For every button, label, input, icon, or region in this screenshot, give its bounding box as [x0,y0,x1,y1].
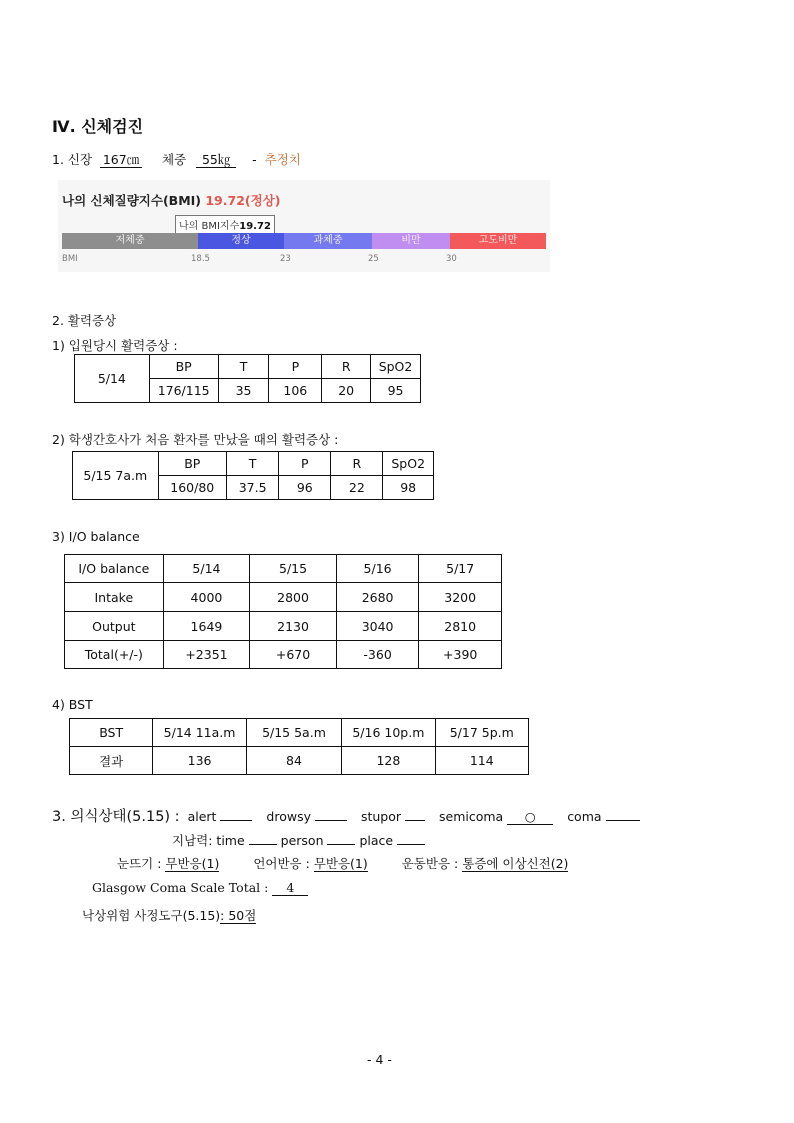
vitals1-header: SpO2 [371,355,421,379]
io-header: 5/15 [250,555,337,583]
dash: - [252,152,257,167]
io-cell: 2810 [419,612,502,641]
option-coma: coma [567,809,602,824]
fall-value: : 50점 [220,908,257,923]
io-header: 5/14 [163,555,250,583]
io-cell: +670 [250,641,337,669]
section-title: Ⅳ. 신체검진 [52,117,144,136]
io-cell: 2680 [336,583,419,612]
bmi-bar-normal: 정상 [198,233,284,249]
vitals1-value: 95 [371,379,421,403]
io-cell: -360 [336,641,419,669]
bst-header: 5/17 5p.m [435,719,528,747]
gcs-total-line [92,880,308,896]
bst-header: 5/15 5a.m [246,719,341,747]
height-label: 1. 신장 [52,152,93,167]
stupor-blank [405,820,425,821]
bmi-axis-label: BMI [62,254,78,264]
vitals1-header: R [322,355,371,379]
vitals1-date: 5/14 [75,355,150,403]
option-drowsy: drowsy [266,809,311,824]
vitals1-header: T [218,355,269,379]
io-header: I/O balance [65,555,164,583]
bmi-tag-value: 19.72 [239,221,271,232]
vitals1-caption: 1) 입원당시 활력증상 : [52,338,178,353]
bst-cell: 128 [342,747,435,775]
weight-value: 55㎏ [196,153,236,168]
vitals2-value: 96 [279,476,331,500]
bmi-chart [58,180,550,272]
orientation-line [172,831,425,849]
vitals2-caption: 2) 학생간호사가 처음 환자를 만났을 때의 활력증상 : [52,432,339,447]
io-header: 5/17 [419,555,502,583]
vitals2-header: BP [158,452,226,476]
vitals1-value: 176/115 [149,379,218,403]
option-stupor: stupor [360,809,402,824]
bmi-tick: 25 [368,254,379,264]
bmi-tag-label: 나의 BMI지수 [179,221,240,232]
place-blank [397,844,425,845]
orientation-person: person [280,833,324,848]
gcs-detail-line [117,854,568,872]
vitals2-value: 98 [383,476,434,500]
vitals2-table [72,451,434,500]
eye-label: 눈뜨기 : [117,856,162,871]
bmi-bar-severe-obese: 고도비만 [450,233,546,249]
vitals1-value: 106 [269,379,322,403]
bmi-tick: 23 [280,254,291,264]
vitals2-header: T [226,452,278,476]
motor-value: 통증에 이상신전(2) [462,856,569,871]
drowsy-blank [315,820,347,821]
vitals2-value: 160/80 [158,476,226,500]
vitals-title: 2. 활력증상 [52,313,117,328]
person-blank [327,844,355,845]
bst-header: 5/16 10p.m [342,719,435,747]
time-blank [249,844,277,845]
bst-table [69,718,529,775]
bmi-title [62,191,280,209]
fall-risk-line [82,906,256,924]
option-alert: alert [187,809,217,824]
height-value: 167㎝ [100,153,142,168]
bst-cell: 84 [246,747,341,775]
page-number: - 4 - [367,1052,392,1067]
io-header: 5/16 [336,555,419,583]
orientation-label: 지남력: [172,833,213,848]
verbal-value: 무반응(1) [313,856,368,871]
io-cell: +390 [419,641,502,669]
orientation-time: time [216,833,245,848]
body-measure-line [52,150,301,168]
motor-label: 운동반응 : [401,856,459,871]
coma-blank [606,820,640,821]
bmi-tick: 18.5 [191,254,210,264]
io-table [64,554,502,669]
vitals2-value: 37.5 [226,476,278,500]
bst-header: BST [70,719,153,747]
bst-cell: 결과 [70,747,153,775]
io-cell: 2800 [250,583,337,612]
vitals2-header: SpO2 [383,452,434,476]
bmi-title-text: 나의 신체질량지수(BMI) [62,193,201,208]
io-cell: 1649 [163,612,250,641]
bmi-tick: 30 [446,254,457,264]
vitals2-date: 5/15 7a.m [73,452,159,500]
vitals1-value: 20 [322,379,371,403]
alert-blank [220,820,252,821]
bst-cell: 136 [153,747,246,775]
io-cell: +2351 [163,641,250,669]
bmi-bar-obese: 비만 [372,233,450,249]
io-caption: 3) I/O balance [52,529,140,544]
io-cell: 2130 [250,612,337,641]
io-cell: Output [65,612,164,641]
io-cell: Intake [65,583,164,612]
io-cell: 3200 [419,583,502,612]
verbal-label: 언어반응 : [253,856,310,871]
bmi-value-text: 19.72(정상) [205,193,281,208]
vitals1-value: 35 [218,379,269,403]
bst-cell: 114 [435,747,528,775]
consciousness-line [52,805,640,826]
io-cell: 3040 [336,612,419,641]
bst-header: 5/14 11a.m [153,719,246,747]
weight-label: 체중 [162,152,187,167]
vitals1-header: P [269,355,322,379]
io-cell: 4000 [163,583,250,612]
estimate-note: 추정치 [264,152,301,167]
bst-caption: 4) BST [52,697,93,712]
gcs-label: Glasgow Coma Scale Total : [92,880,269,895]
consciousness-title: 3. 의식상태(5.15) : [52,809,180,825]
fall-label: 낙상위험 사정도구(5.15) [82,908,221,923]
gcs-value: 4 [272,881,308,896]
vitals2-value: 22 [331,476,383,500]
option-semicoma: semicoma [439,809,504,824]
bmi-tag [175,215,275,234]
semicoma-mark: ○ [507,810,553,825]
bmi-bar-overweight: 과체중 [284,233,372,249]
bmi-bar-underweight: 저체중 [62,233,198,249]
io-cell: Total(+/-) [65,641,164,669]
eye-value: 무반응(1) [165,856,220,871]
vitals2-header: P [279,452,331,476]
orientation-place: place [359,833,394,848]
vitals2-header: R [331,452,383,476]
vitals1-header: BP [149,355,218,379]
vitals1-table [74,354,421,403]
